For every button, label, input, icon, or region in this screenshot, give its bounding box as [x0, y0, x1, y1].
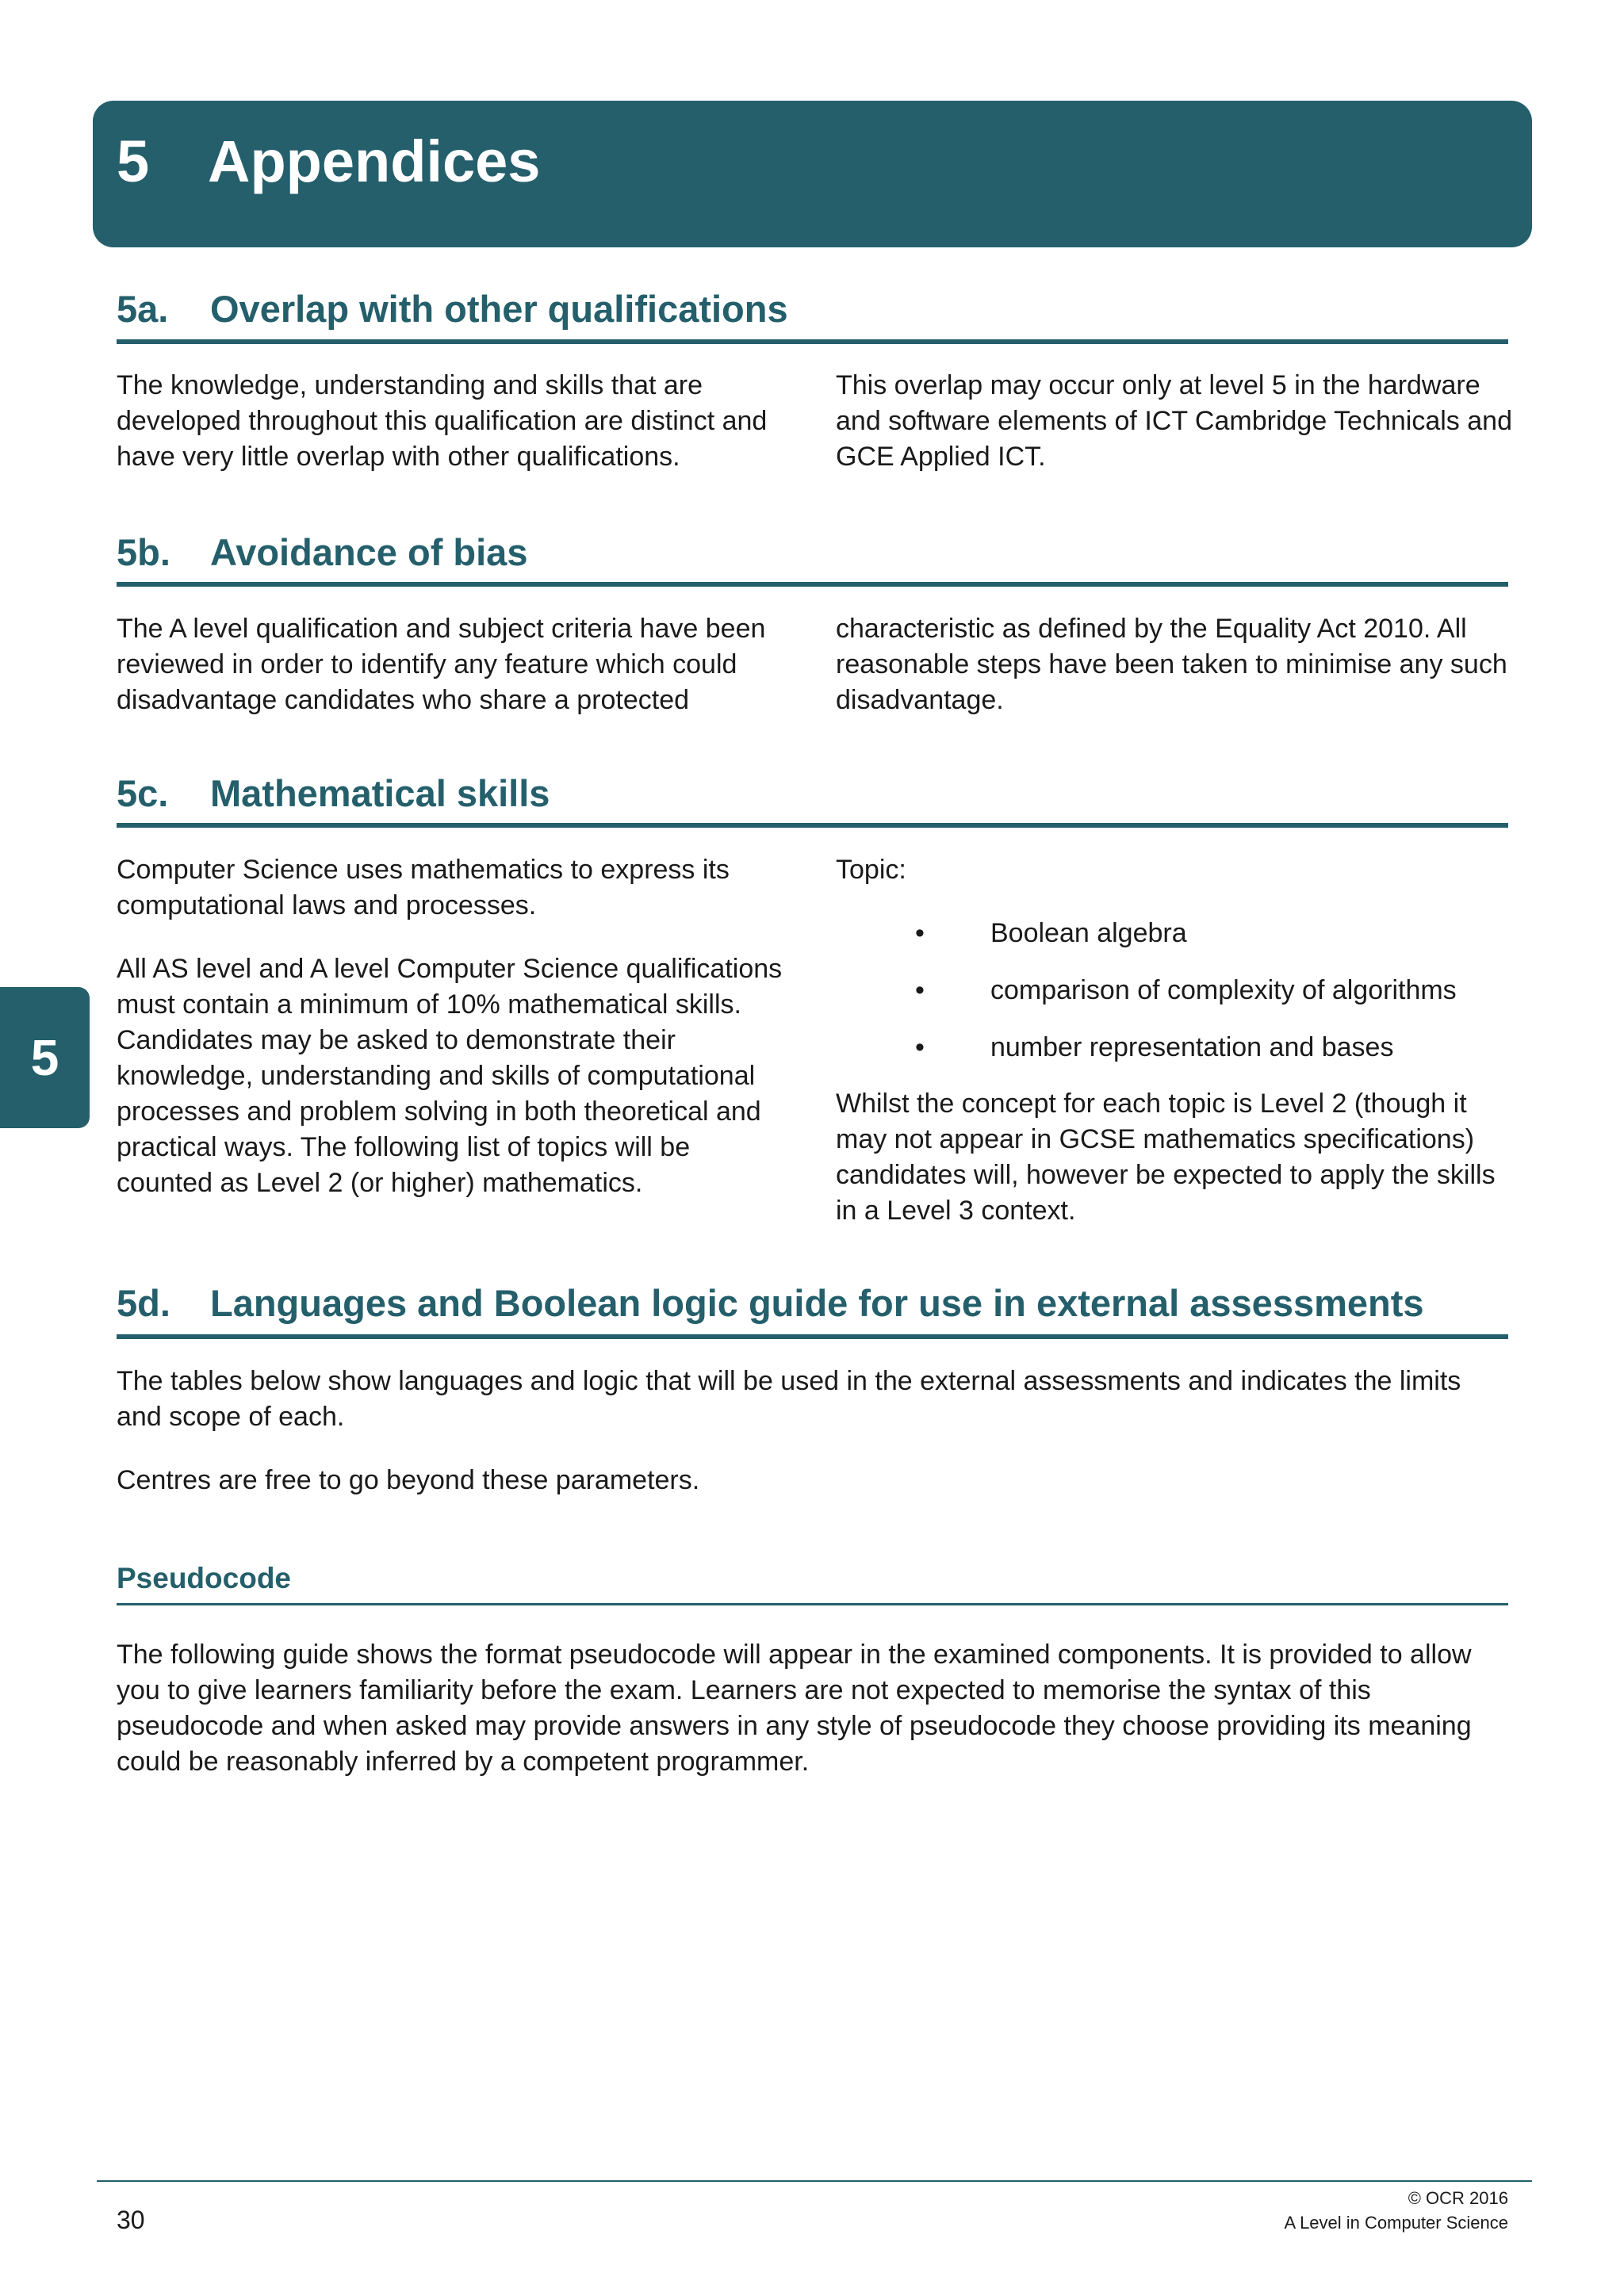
footer-copyright: © OCR 2016: [1408, 2188, 1508, 2208]
math-left-p1: Computer Science uses mathematics to express its computational laws and processes.: [117, 855, 730, 920]
overlap-right-text: This overlap may occur only at level 5 in the hardware and software elements of ICT Cambridge Technicals and GCE Applied ICT.: [836, 370, 1512, 472]
footer-rule: [97, 2180, 1532, 2182]
math-topic-label: Topic:: [836, 855, 906, 885]
topic-item: number representation and bases: [990, 1032, 1394, 1062]
footer-info: [1285, 2186, 1509, 2235]
pseudocode-text: The following guide shows the format pseudocode will appear in the examined components. It is provided to allow you to give learners familiarity before the exam. Learners are not expected to memorise the syntax of this pseudocode and when asked may provide answers in any style of pseudocode they choose providing its meaning could be reasonably inferred by a competent programmer.: [117, 1640, 1472, 1777]
heading-5b-number: 5b.: [117, 531, 170, 573]
bias-right-text: characteristic as defined by the Equality Act 2010. All reasonable steps have been taken to minimise any such disadvantage.: [836, 614, 1507, 715]
math-right-p2: Whilst the concept for each topic is Level 2 (though it may not appear in GCSE mathematics specifications) candidates will, however be expected to apply the skills in a Level 3 context.: [836, 1089, 1496, 1226]
topic-item: Boolean algebra: [990, 918, 1187, 948]
bias-left-text: The A level qualification and subject criteria have been reviewed in order to identify any feature which could disadvantage candidates who share a protected: [117, 614, 766, 715]
heading-5d-rule: [117, 1334, 1508, 1339]
math-left-p2: All AS level and A level Computer Science qualifications must contain a minimum of 10% mathematical skills. Candidates may be asked to demonstrate their knowledge, understanding and skills of computational processes and problem solving in both theoretical and practical ways. The following list of topics will be counted as Level 2 (or higher) mathematics.: [117, 954, 783, 1198]
languages-intro-text: The tables below show languages and logic that will be used in the external assessments and indicates the limits and scope of each.: [117, 1366, 1461, 1432]
chapter-number: 5: [117, 128, 150, 194]
heading-5d-title: Languages and Boolean logic guide for use in external assessments: [210, 1282, 1424, 1324]
heading-5d-number: 5d.: [117, 1282, 170, 1324]
heading-5b-title: Avoidance of bias: [210, 531, 528, 573]
footer-document-title: A Level in Computer Science: [1284, 2213, 1508, 2233]
topic-item: comparison of complexity of algorithms: [990, 975, 1457, 1005]
overlap-left-text: The knowledge, understanding and skills that are developed throughout this qualification are distinct and have very little overlap with other qualifications.: [117, 370, 768, 472]
heading-5b-rule: [117, 582, 1508, 587]
section-side-tab[interactable]: 5: [0, 987, 90, 1128]
heading-5c-title: Mathematical skills: [210, 772, 550, 814]
pseudocode-heading: Pseudocode: [117, 1562, 291, 1594]
pseudocode-rule: [117, 1603, 1508, 1605]
heading-5a-rule: [117, 339, 1508, 344]
heading-5a-number: 5a.: [117, 288, 169, 330]
heading-5a-title: Overlap with other qualifications: [210, 288, 788, 330]
heading-5c-number: 5c.: [117, 772, 169, 814]
bullet-icon: •: [915, 975, 925, 1005]
bullet-icon: •: [915, 1032, 925, 1062]
heading-5c-rule: [117, 823, 1508, 828]
chapter-title: Appendices: [208, 128, 541, 194]
bullet-icon: •: [915, 918, 925, 948]
chapter-banner: [93, 101, 1532, 247]
languages-parameters-text: Centres are free to go beyond these parameters.: [117, 1465, 700, 1495]
page-number: 30: [117, 2206, 145, 2234]
